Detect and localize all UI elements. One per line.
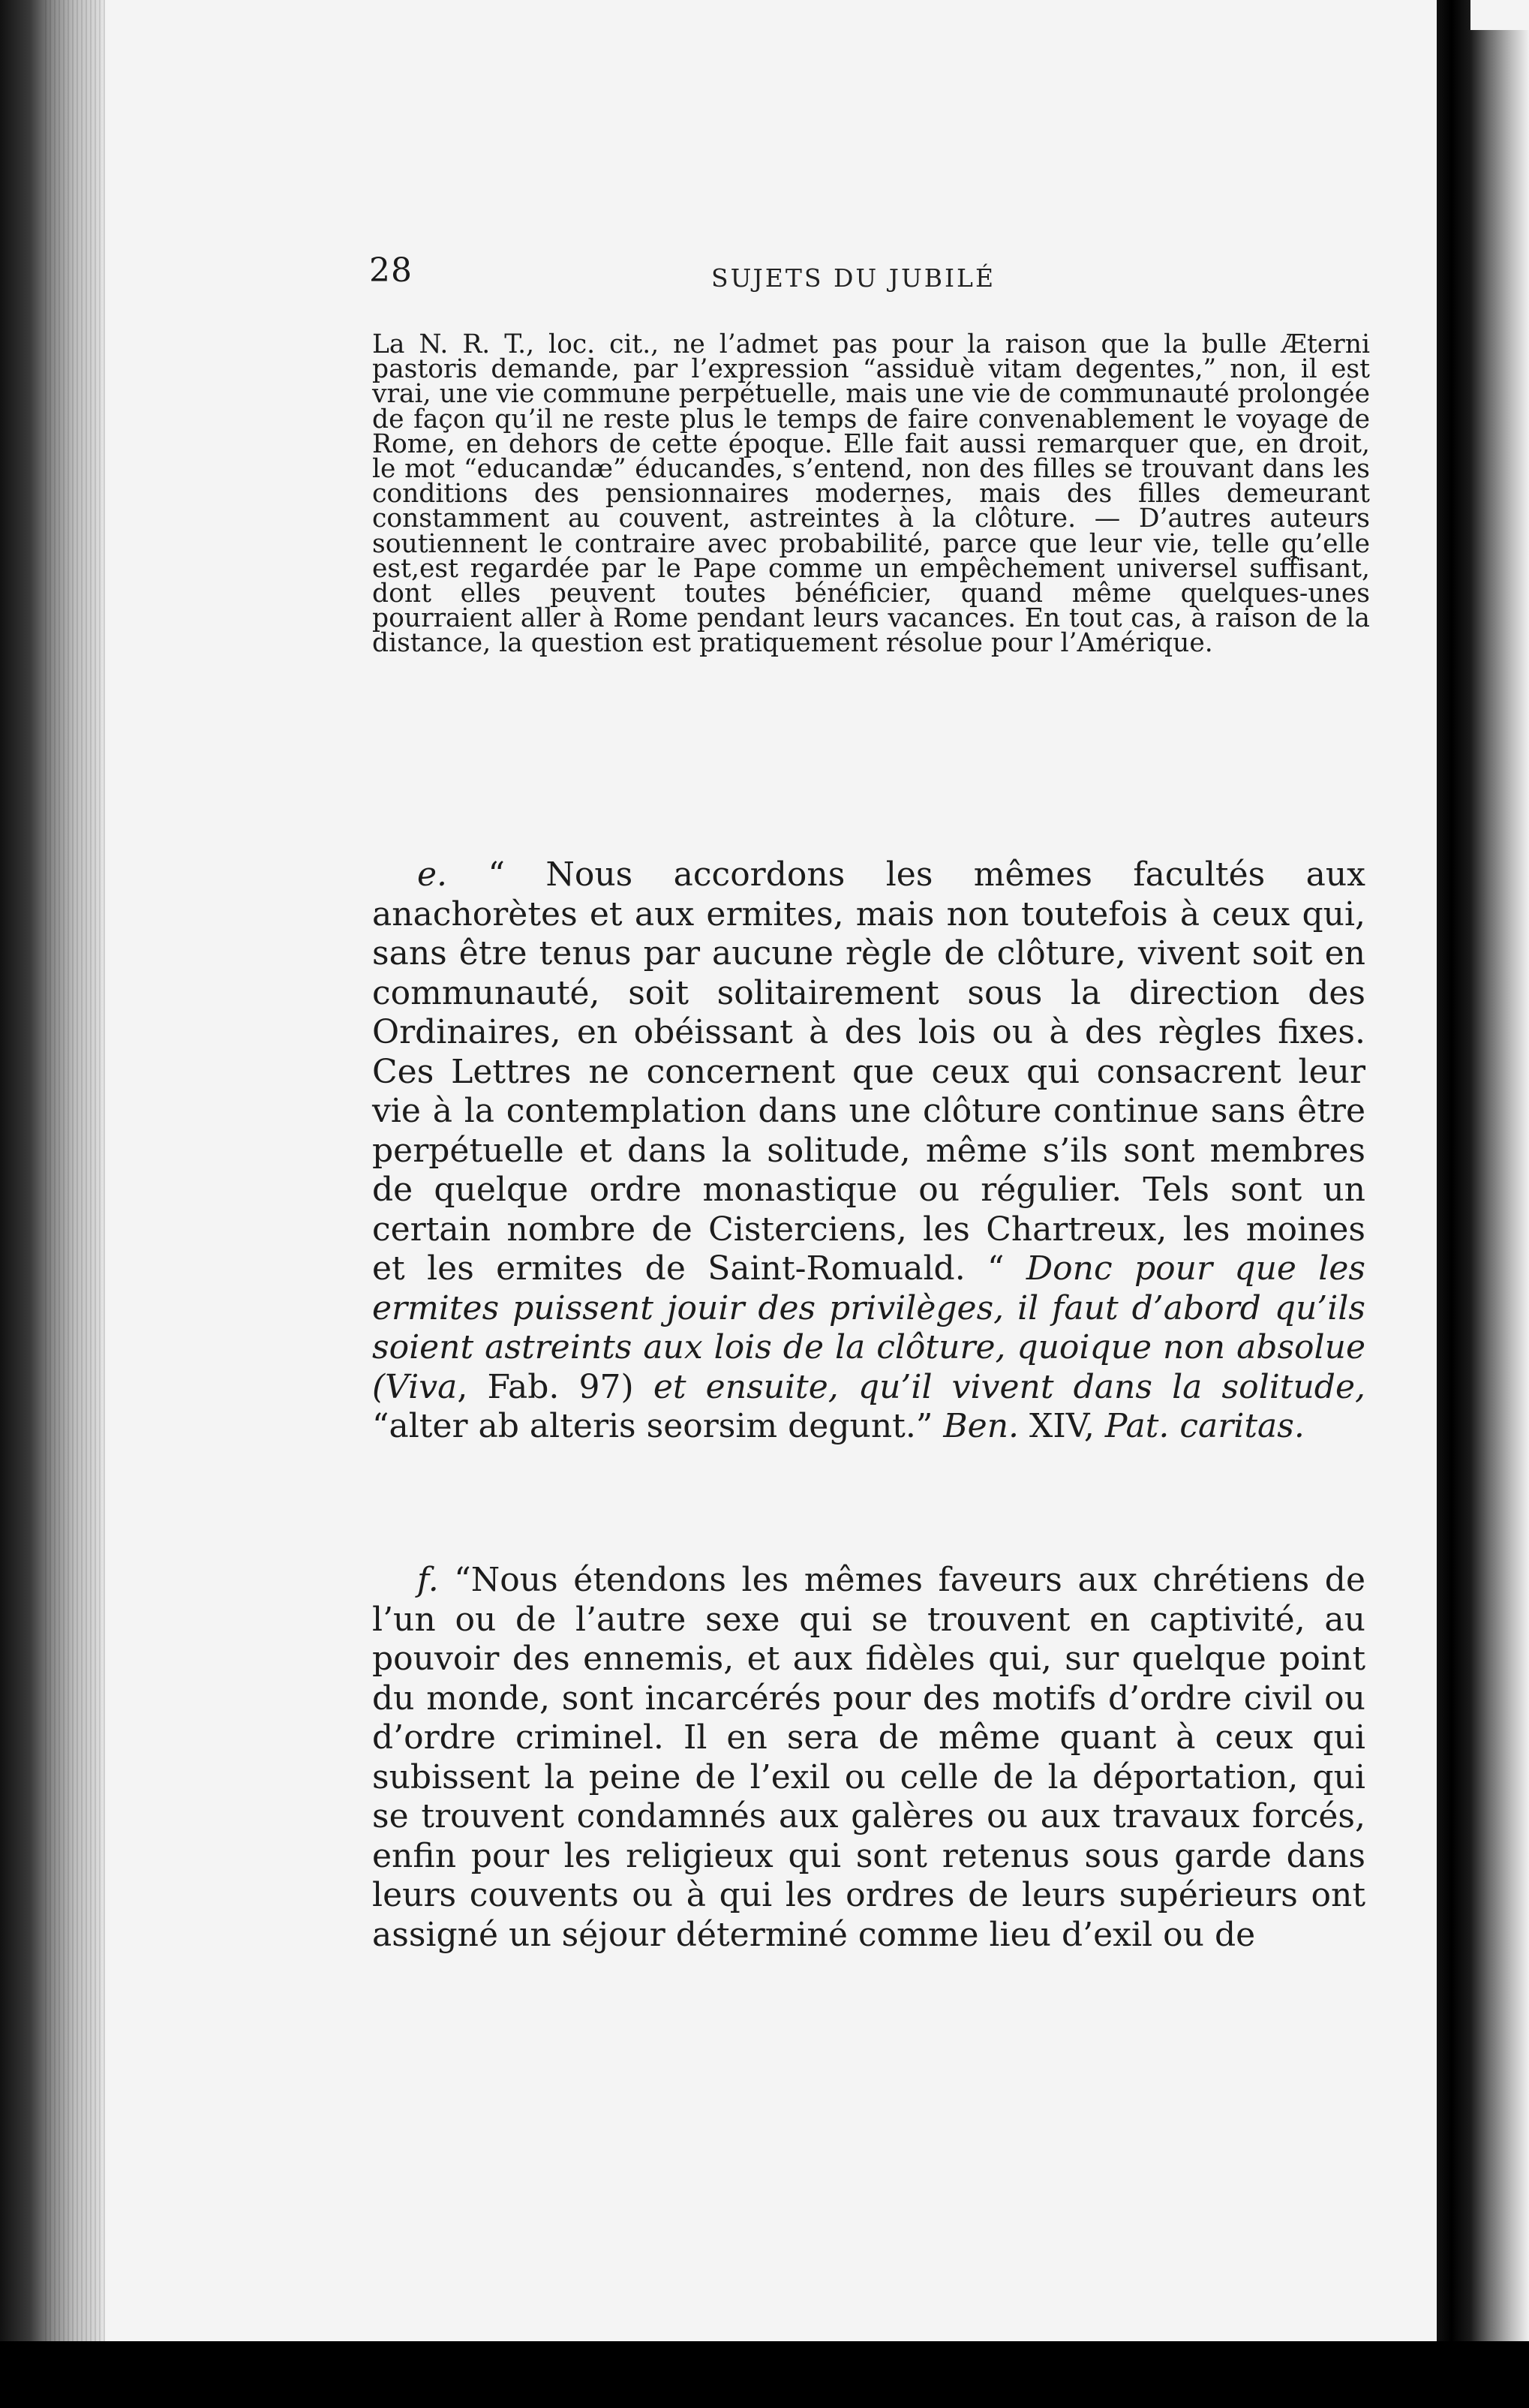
right-page-corner — [1470, 0, 1529, 30]
citation-ben: Ben. — [943, 1407, 1020, 1445]
running-head-title: SUJETS DU JUBILÉ — [711, 263, 996, 293]
page-number: 28 — [369, 251, 413, 290]
paragraph-e-text-4: XIV, — [1029, 1407, 1095, 1445]
paragraph-e — [372, 855, 1365, 1447]
scan-bottom-border — [0, 2341, 1529, 2408]
paragraph-e-text-2: , Fab. 97) — [457, 1367, 634, 1406]
paragraph-e-italic-2: et ensuite, qu’il vivent dans la solitude, — [653, 1367, 1365, 1406]
paragraph-e-latin-quote: “alter ab alteris seorsim degunt.” — [372, 1407, 933, 1445]
paragraph-f — [372, 1561, 1365, 1955]
paragraph-letter-f: f. — [417, 1561, 439, 1599]
footnote-paragraph: La N. R. T., loc. cit., ne l’admet pas pour la raison que la bulle Æterni pastoris demande, par l’expression “assiduè vitam degentes,” non, il est vrai, une vie commune perpétuelle, mais une vie de communauté prolongée de façon qu’il ne reste plus le temps de faire convenablement le voyage de Rome, en dehors de cette époque. Elle fait aussi remarquer que, en droit, le mot “educandæ” éducandes, s’entend, non des filles se trouvant dans les conditions des pensionnaires modernes, mais des filles demeurant constamment au couvent, astreintes à la clôture. — D’autres auteurs soutiennent le contraire avec probabilité, parce que leur vie, telle qu’elle est,est regardée par le Pape comme un empêchement universel suffisant, dont elles peuvent toutes bénéficier, quand même quelques-unes pourraient aller à Rome pendant leurs vacances. En tout cas, à raison de la distance, la question est pratiquement résolue pour l’Amérique. — [372, 329, 1370, 659]
running-head — [369, 251, 1367, 304]
paragraph-e-italic-1: Donc pour que les ermites puissent jouir des privilèges, il faut d’abord qu’ils soient astreints aux lois de la clôture, quoique non absolue ( — [372, 1249, 1365, 1406]
paragraph-f-text: “Nous étendons les mêmes faveurs aux chrétiens de l’un ou de l’autre sexe qui se trouvent en captivité, au pouvoir des ennemis, et aux fidèles qui, sur quelque point du monde, sont incarcérés pour des motifs d’ordre civil ou d’ordre criminel. Il en sera de même quant à ceux qui subissent la peine de l’exil ou celle de la déportation, qui se trouvent condamnés aux galères ou aux travaux forcés, enfin pour les religieux qui sont retenus sous garde dans leurs couvents ou à qui les ordres de leurs supérieurs ont assigné un séjour déterminé comme lieu d’exil ou de — [372, 1561, 1365, 1954]
page-stack-edge — [45, 0, 105, 2408]
paragraph-e-text-1: “ Nous accordons les mêmes facultés aux anachorètes et aux ermites, mais non toutefois à ceux qui, sans être tenus par aucune règle de clôture, vivent soit en communauté, soit solitairement sous la direction des Ordinaires, en obéissant à des lois ou à des règles fixes. Ces Lettres ne concernent que ceux qui consacrent leur vie à la contemplation dans une clôture continue sans être perpétuelle et dans la solitude, même s’ils sont membres de quelque ordre monastique ou régulier. Tels sont un certain nombre de Cisterciens, les Chartreux, les moines et les ermites de Saint-Romuald. “ — [372, 855, 1365, 1288]
right-page-edge — [1437, 0, 1529, 2408]
citation-pat-caritas: Pat. caritas. — [1104, 1407, 1305, 1445]
citation-viva: Viva — [385, 1367, 458, 1406]
paragraph-letter-e: e. — [417, 855, 448, 894]
